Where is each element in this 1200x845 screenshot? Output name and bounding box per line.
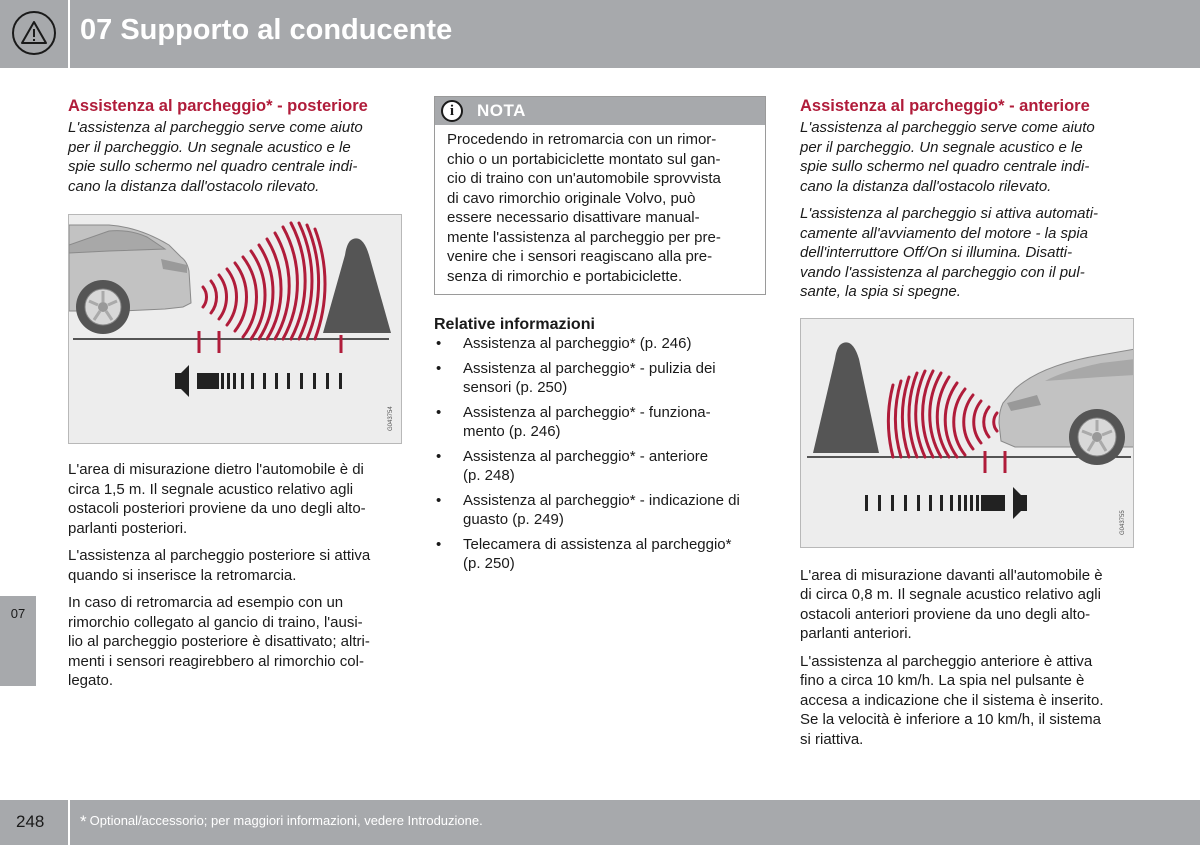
speaker-icon — [1013, 487, 1027, 519]
rear-trailer-paragraph — [68, 593, 402, 691]
text-line: Assistenza al parcheggio* - indicazione di — [463, 491, 740, 509]
text-line: L'area di misurazione davanti all'automobile è — [800, 566, 1103, 584]
text-line: L'assistenza al parcheggio posteriore si attiva — [68, 547, 371, 564]
bullet-icon: • — [436, 447, 442, 465]
text-line: spie sullo schermo nel quadro centrale indi- — [800, 158, 1090, 175]
bullet-icon: • — [436, 491, 442, 509]
bullet-icon: • — [436, 403, 442, 421]
text-line: mento (p. 246) — [463, 423, 561, 440]
footnote-text: Optional/accessorio; per maggiori informazioni, vedere Introduzione. — [89, 813, 483, 828]
rear-intro-paragraph — [68, 118, 402, 196]
related-link[interactable] — [434, 491, 766, 530]
text-line: Telecamera di assistenza al parcheggio* — [463, 535, 732, 553]
related-link[interactable] — [434, 334, 766, 354]
signal-level-bars — [197, 373, 342, 389]
related-info-heading: Relative informazioni — [434, 316, 595, 333]
warning-triangle-icon — [12, 11, 56, 55]
text-line: accesa a indicazione che il sistema è inserito. — [800, 691, 1104, 709]
text-line: cano la distanza dall'ostacolo rilevato. — [68, 177, 320, 195]
text-line: vando l'assistenza al parcheggio con il pul- — [800, 263, 1085, 281]
front-speed-paragraph — [800, 652, 1134, 750]
note-text — [435, 125, 765, 294]
text-line: Assistenza al parcheggio* - anteriore — [463, 447, 709, 465]
related-link[interactable] — [434, 403, 766, 442]
text-line: (p. 250) — [463, 555, 515, 572]
text-line: si riattiva. — [800, 730, 864, 748]
text-line: (p. 248) — [463, 467, 515, 484]
info-icon: i — [441, 100, 463, 122]
text-line: Procedendo in retromarcia con un rimor- — [447, 131, 717, 148]
text-line: legato. — [68, 672, 114, 689]
text-line: L'assistenza al parcheggio anteriore è attiva — [800, 652, 1093, 670]
right-column — [800, 96, 1134, 757]
footnote-marker: * — [80, 812, 87, 831]
text-line: quando si inserisce la retromarcia. — [68, 566, 297, 584]
text-line: Assistenza al parcheggio* - pulizia dei — [463, 359, 716, 377]
text-line: L'assistenza al parcheggio si attiva automati- — [800, 205, 1099, 222]
text-line: dell'interruttore Off/On si illumina. Disatti- — [800, 244, 1073, 261]
text-line: sante, la spia si spegne. — [800, 283, 961, 300]
front-range-paragraph — [800, 566, 1134, 644]
bullet-icon: • — [436, 359, 442, 377]
distance-markers — [985, 451, 1005, 473]
front-activation-intro-paragraph — [800, 204, 1134, 302]
text-line: ostacoli posteriori proviene da uno degli alto- — [68, 500, 366, 517]
text-line: Assistenza al parcheggio* (p. 246) — [463, 335, 692, 352]
chapter-side-tab-label: 07 — [10, 606, 26, 621]
rear-range-paragraph — [68, 460, 402, 538]
rear-sensor-illustration — [68, 214, 402, 444]
left-column — [68, 96, 402, 699]
chapter-title: 07 Supporto al conducente — [80, 14, 453, 46]
figure-code: G043754 — [388, 406, 394, 431]
text-line: mente l'assistenza al parcheggio per pre- — [447, 228, 721, 246]
note-title: NOTA — [477, 101, 526, 120]
text-line: sensori (p. 250) — [463, 379, 568, 396]
car-front-icon — [999, 349, 1134, 465]
text-line: menti i sensori reagirebbero al rimorchio col- — [68, 652, 364, 670]
footnote — [80, 812, 483, 832]
text-line: venire che i sensori reagiscano alla pre- — [447, 248, 713, 265]
text-line: camente all'avviamento del motore - la spia — [800, 224, 1089, 242]
page-number: 248 — [16, 812, 45, 831]
related-info-list — [434, 334, 766, 574]
obstacle-cone-icon — [813, 342, 879, 453]
related-link[interactable] — [434, 535, 766, 574]
text-line: chio o un portabiciclette montato sul gan- — [447, 150, 721, 168]
text-line: di circa 0,8 m. Il segnale acustico relativo agli — [800, 586, 1101, 603]
note-header — [435, 97, 765, 125]
text-line: Se la velocità è inferiore a 10 km/h, il sistema — [800, 711, 1101, 728]
text-line: rimorchio collegato al gancio di traino, l'ausi- — [68, 613, 363, 631]
text-line: L'assistenza al parcheggio serve come aiuto — [68, 119, 363, 136]
bullet-icon: • — [436, 535, 442, 553]
text-line: In caso di retromarcia ad esempio con un — [68, 594, 344, 611]
sensor-waves — [203, 223, 325, 339]
text-line: ostacoli anteriori proviene da uno degli alto- — [800, 605, 1091, 623]
text-line: fino a circa 10 km/h. La spia nel pulsante è — [800, 672, 1085, 689]
text-line: di cavo rimorchio originale Volvo, può — [447, 189, 696, 207]
text-line: lio al parcheggio posteriore è disattivato; altri- — [68, 633, 370, 650]
text-line: L'area di misurazione dietro l'automobile è di — [68, 461, 364, 478]
related-link[interactable] — [434, 447, 766, 486]
text-line: Assistenza al parcheggio* - funziona- — [463, 403, 711, 421]
car-rear-icon — [69, 225, 191, 334]
text-line: circa 1,5 m. Il segnale acustico relativo agli — [68, 480, 354, 498]
rear-activation-paragraph — [68, 546, 402, 585]
figure-code: G043755 — [1120, 509, 1126, 535]
note-box — [434, 96, 766, 295]
text-line: guasto (p. 249) — [463, 511, 564, 528]
sensor-waves — [888, 371, 997, 457]
text-line: per il parcheggio. Un segnale acustico e le — [800, 138, 1083, 156]
text-line: senza di rimorchio e portabiciclette. — [447, 267, 683, 285]
text-line: essere necessario disattivare manual- — [447, 209, 700, 226]
text-line: spie sullo schermo nel quadro centrale indi- — [68, 158, 358, 175]
related-link[interactable] — [434, 359, 766, 398]
rear-parking-heading: Assistenza al parcheggio* - posteriore — [68, 97, 368, 115]
speaker-icon — [175, 365, 189, 397]
text-line: cano la distanza dall'ostacolo rilevato. — [800, 177, 1052, 195]
front-parking-heading: Assistenza al parcheggio* - anteriore — [800, 97, 1090, 115]
text-line: cio di traino con un'automobile sprovvista — [447, 170, 721, 187]
bullet-icon: • — [436, 335, 442, 352]
obstacle-cone-icon — [323, 238, 391, 333]
header-icon-block — [0, 0, 68, 68]
text-line: per il parcheggio. Un segnale acustico e le — [68, 138, 351, 156]
front-intro-paragraph — [800, 118, 1134, 196]
text-line: L'assistenza al parcheggio serve come aiuto — [800, 119, 1095, 136]
text-line: parlanti anteriori. — [800, 625, 912, 642]
text-line: parlanti posteriori. — [68, 519, 188, 537]
front-sensor-illustration — [800, 318, 1134, 548]
signal-level-bars — [865, 495, 1005, 511]
middle-column — [434, 96, 766, 579]
